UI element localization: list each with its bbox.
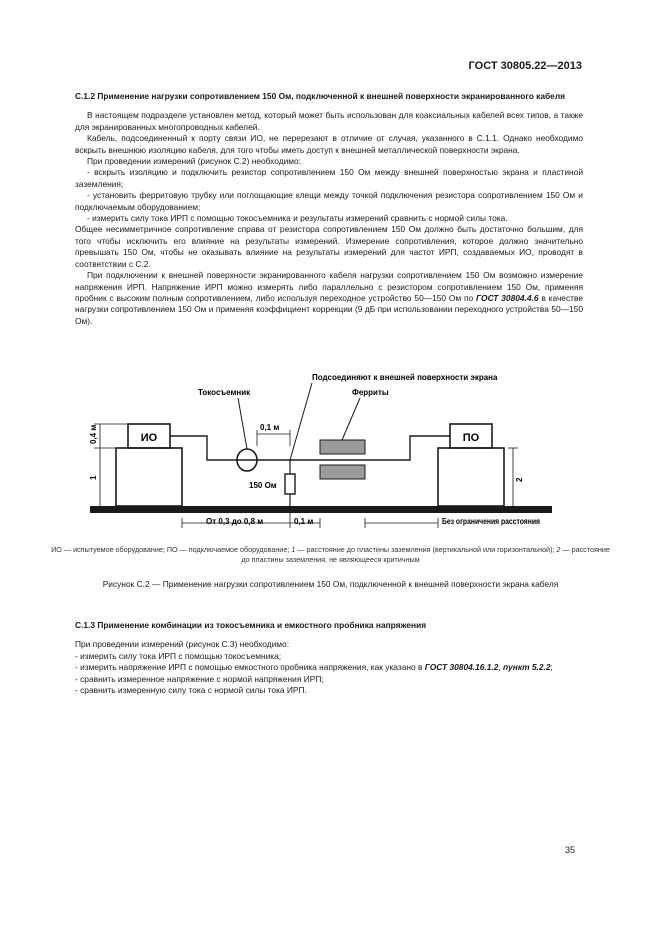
dim-label-2: 2 <box>515 477 524 482</box>
paragraph: В настоящем подразделе установлен метод, который может быть использован для коаксиальных кабелей всех типов, а также для экранированных многопроводных кабелей. <box>75 110 583 132</box>
legend-number: 1 <box>291 545 296 554</box>
dim-label-no-limit: Без ограничения расстояния <box>442 517 541 526</box>
ae-label: ПО <box>462 432 480 444</box>
dim-label-03-08m: От 0,3 до 0,8 м <box>206 517 264 526</box>
text-run: , <box>498 662 504 673</box>
ae-table <box>438 448 504 506</box>
figure-legend <box>48 545 613 565</box>
section-heading: С.1.2 Применение нагрузки сопротивлением 150 Ом, подключенной к внешней поверхности экранированного кабеля <box>75 91 566 101</box>
resistor-150ohm <box>285 474 295 494</box>
paragraph: При проведении измерений (рисунок С.2) необходимо: <box>87 156 302 167</box>
current-probe-label: Токосъемник <box>198 388 251 397</box>
section-c12 <box>75 91 583 327</box>
text-run: При подключении к внешней поверхности экранированного кабеля нагрузки сопротивлением 150 Ом возможно измерение напряжения ИРП. Напряжение ИРП можно измерять либо параллельно с резистором сопротивлением 150 Ом, применяя пробник с высоким полным сопротивлением, либо используя переходное устройство 50—150 Ом по <box>75 270 583 303</box>
leader-line <box>238 398 247 449</box>
figure-caption: Рисунок С.2 — Применение нагрузки сопротивлением 150 Ом, подключенной к внешней поверхности экрана кабеля <box>102 579 559 589</box>
paragraph: Общее несимметричное сопротивление справа от резистора сопротивлением 150 Ом должно быть достаточно большим, для того чтобы исключить его влияние на результаты измерений. Измерение сопротивления, которое должно значительно превышать 150 Ом, чтобы не оказывать влияние на результаты измерений для частот ИРП, создаваемых ИО, проводят в соответствии с С.2. <box>75 224 583 269</box>
figure-c2 <box>70 366 585 538</box>
resistor-label: 150 Ом <box>249 481 277 490</box>
list-item: - сравнить измеренную силу тока с нормой силы тока ИРП. <box>75 685 307 696</box>
leader-line <box>342 398 360 440</box>
text-run: ; <box>550 662 553 673</box>
ground-plane <box>90 506 552 513</box>
section-heading: С.1.3 Применение комбинации из токосъемника и емкостного пробника напряжения <box>75 620 427 630</box>
legend-text: — расстояние до пластины заземления, не являющееся критичным <box>241 545 610 564</box>
list-item: - измерить силу тока ИРП с помощью токосъемника; <box>75 650 282 661</box>
standard-reference: ГОСТ 30804.4.6 <box>476 292 539 303</box>
text-run: - измерить напряжение ИРП с помощью емкостного пробника напряжения, как указано в <box>75 662 425 673</box>
document-id: ГОСТ 30805.22—2013 <box>468 60 582 72</box>
leader-line <box>290 383 312 460</box>
legend-text: — расстояние до пластины заземления (вертикальной или горизонтальной); <box>295 545 557 554</box>
connect-shield-label: Подсоединяют к внешней поверхности экрана <box>312 373 498 382</box>
dim-label-04m: 0,4 м <box>89 424 98 444</box>
clause-reference: пункт 5.2.2 <box>503 662 551 673</box>
paragraph: Кабель, подсоединенный к порту связи ИО, не перерезают в отличие от случая, указанного в С.1.1. Однако необходимо вскрыть внешнюю изоляцию кабеля, для того чтобы иметь доступ к внешней металлической поверхности экрана. <box>75 133 583 155</box>
list-item: - измерить силу тока ИРП с помощью токосъемника и результаты измерений сравнить с нормой силы тока. <box>87 213 508 224</box>
list-item: - установить ферритовую трубку или поглощающие клещи между точкой подключения резистора сопротивлением 150 Ом и подключаемым оборудованием; <box>75 190 583 212</box>
section-c13 <box>75 620 583 696</box>
legend-text: ИО — испытуемое оборудование; ПО — подключаемое оборудование; <box>51 545 292 554</box>
ferrite-top <box>320 440 365 454</box>
eut-label: ИО <box>140 432 158 444</box>
paragraph <box>75 270 583 327</box>
ferrites-label: Ферриты <box>352 388 389 397</box>
eut-table <box>116 448 182 506</box>
paragraph: При проведении измерений (рисунок С.3) необходимо: <box>75 639 290 650</box>
cable <box>170 436 450 460</box>
dim-label-1: 1 <box>89 475 98 480</box>
ferrite-bottom <box>320 465 365 479</box>
legend-number: 2 <box>556 545 561 554</box>
dim-label-01m-bottom: 0,1 м <box>294 517 314 526</box>
list-item <box>75 662 583 673</box>
list-item: - сравнить измеренное напряжение с нормой напряжения ИРП; <box>75 673 324 684</box>
list-item: - вскрыть изоляцию и подключить резистор сопротивлением 150 Ом между внешней поверхностью экрана и пластиной заземления; <box>75 167 583 189</box>
dim-label-01m-top: 0,1 м <box>260 423 280 432</box>
figure-diagram <box>70 366 585 538</box>
standard-reference: ГОСТ 30804.16.1.2 <box>424 662 499 673</box>
text-run: в качестве нагрузки сопротивлением 150 Ом и применяя коэффициент коррекции (9 дБ при использовании переходного устройства 50—150 Ом). <box>75 292 583 326</box>
page-number: 35 <box>564 845 575 855</box>
